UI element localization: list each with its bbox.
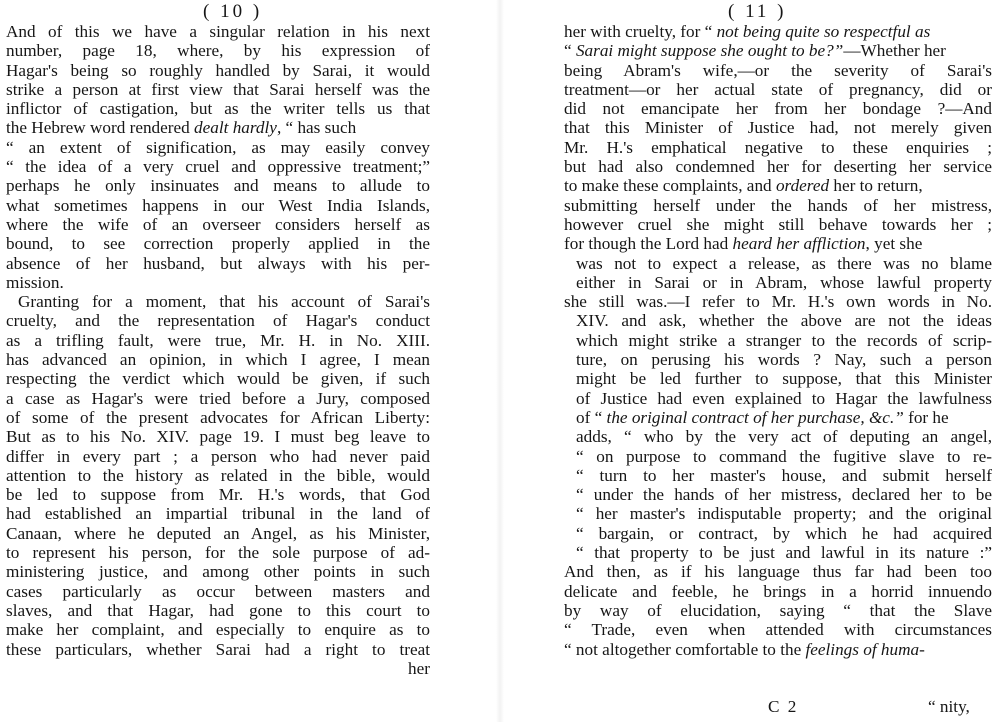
- text-line: be led to suppose from Mr. H.'s words, that God: [6, 485, 430, 505]
- text-line: however cruel she might still behave towards her ;: [564, 214, 992, 234]
- text-line: “ Trade, even when attended with circumstances: [564, 620, 992, 640]
- text-line: of some of the present advocates for African Liberty:: [6, 407, 430, 427]
- text-line: but had also condemned her for deserting her service: [564, 157, 992, 177]
- text-line: might be led further to suppose, that this Minister: [576, 369, 992, 389]
- signature-mark: C 2: [768, 697, 799, 716]
- text-line: “ under the hands of her mistress, declared her to be: [576, 485, 992, 505]
- text-line: submitting herself under the hands of her mistress,: [564, 195, 992, 215]
- text-line: [564, 640, 992, 659]
- text-line: slaves, and that Hagar, had gone to this court to: [6, 600, 430, 620]
- text-line: where the wife of an overseer considers herself as: [6, 214, 430, 234]
- text-run: , “ has such: [276, 118, 357, 138]
- left-page-text: [6, 22, 430, 678]
- text-line: [564, 176, 992, 195]
- text-line: she still was.—I refer to Mr. H.'s own words in No.: [564, 292, 992, 312]
- text-line: And then, as if his language thus far had been too: [564, 562, 992, 582]
- page-number-left: ( 10 ): [203, 1, 263, 22]
- text-run: for though the Lord had: [564, 234, 733, 254]
- text-line: treatment—or her actual state of pregnancy, did or: [564, 79, 992, 99]
- text-line: to represent his person, for the sole purpose of ad-: [6, 543, 430, 563]
- italic-run: Sarai might suppose she ought to be?”: [575, 41, 844, 61]
- text-line: “ her master's indisputable property; and the original: [576, 504, 992, 524]
- text-line: being Abram's wife,—or the severity of Sarai's: [564, 60, 992, 80]
- right-page-text: [564, 22, 992, 659]
- text-line: as a trifling fault, were true, Mr. H. in No. XIII.: [6, 330, 430, 350]
- text-line: [6, 118, 430, 137]
- text-line: Canaan, where he deputed an Angel, as his Minister,: [6, 523, 430, 543]
- italic-run: feelings of huma-: [805, 639, 925, 659]
- text-line: strike a person at first view that Sarai herself was the: [6, 79, 430, 99]
- text-line: either in Sarai or in Abram, whose lawful property: [576, 272, 992, 292]
- text-run: to make these complaints, and: [564, 176, 776, 196]
- text-run: her with cruelty, for “: [564, 22, 717, 41]
- text-line: “ an extent of signification, as may easily convey: [6, 137, 430, 157]
- text-line: these particulars, whether Sarai had a right to treat: [6, 639, 430, 659]
- text-line: cruelty, and the representation of Hagar's conduct: [6, 311, 430, 331]
- text-line: cases particularly as occur between masters and: [6, 581, 430, 601]
- text-line: adds, “ who by the very act of deputing an angel,: [576, 427, 992, 447]
- text-line: was not to expect a release, as there was no blame: [576, 253, 992, 273]
- text-line: ministering justice, and among other points in such: [6, 562, 430, 582]
- italic-run: heard her affliction: [732, 234, 866, 254]
- italic-run: the original contract of her purchase, &c.”: [606, 407, 904, 427]
- text-run: the Hebrew word rendered: [6, 118, 195, 138]
- text-line: by way of elucidation, saying “ that the Slave: [564, 600, 992, 620]
- text-run: for he: [903, 407, 949, 427]
- text-line: “ bargain, or contract, by which he had acquired: [576, 523, 992, 543]
- text-line: of Justice had even explained to Hagar the lawfulness: [576, 388, 992, 408]
- text-line: did not emancipate her from her bondage ?—And: [564, 99, 992, 119]
- text-run: her to return,: [829, 176, 923, 196]
- text-line: XIV. and ask, whether the above are not the ideas: [576, 311, 992, 331]
- text-run: of “: [576, 407, 607, 427]
- text-line: [564, 408, 992, 427]
- text-line: “ the idea of a very cruel and oppressive treatment;”: [6, 157, 430, 177]
- text-line: ture, on perusing his words ? Nay, such a person: [576, 350, 992, 370]
- text-line: delicate and feeble, he brings in a horrid innuendo: [564, 581, 992, 601]
- text-line: But as to his No. XIV. page 19. I must beg leave to: [6, 427, 430, 447]
- italic-run: not being quite so respectful as: [716, 22, 931, 41]
- catchword-right: “ nity,: [928, 697, 970, 716]
- italic-run: dealt hardly: [194, 118, 277, 138]
- text-line: [564, 234, 992, 253]
- text-line: [564, 22, 992, 41]
- text-line: “ turn to her master's house, and submit herself: [576, 465, 992, 485]
- text-run: —Whether her: [843, 41, 946, 61]
- text-line: “ on purpose to command the fugitive slave to re-: [576, 446, 992, 466]
- text-line: which might strike a stranger to the records of scrip-: [576, 330, 992, 350]
- text-line: attention to the history as related in the bible, would: [6, 465, 430, 485]
- text-line: bound, to see correction properly applied in the: [6, 234, 430, 254]
- text-line: had established an impartial tribunal in the land of: [6, 504, 430, 524]
- text-line: absence of her husband, but always with his per-: [6, 253, 430, 273]
- text-line: make her complaint, and especially to enquire as to: [6, 620, 430, 640]
- text-line: inflictor of castigation, but as the writer tells us that: [6, 99, 430, 119]
- text-line: what sometimes happens in our West India Islands,: [6, 195, 430, 215]
- page-number-right: ( 11 ): [728, 1, 787, 22]
- text-run: “ not altogether comfortable to the: [564, 639, 806, 659]
- text-line: perhaps he only insinuates and means to allude to: [6, 176, 430, 196]
- text-line: And of this we have a singular relation in his next: [6, 22, 430, 41]
- text-line: a case as Hagar's were tried before a Jury, composed: [6, 388, 430, 408]
- text-line: has advanced an opinion, in which I agree, I mean: [6, 350, 430, 370]
- text-line: [564, 41, 992, 60]
- catchword-left: her: [408, 658, 430, 678]
- text-line: number, page 18, where, by his expression of: [6, 41, 430, 61]
- text-line: differ in every part ; a person who had never paid: [6, 446, 430, 466]
- text-line: that this Minister of Justice had, not merely given: [564, 118, 992, 138]
- text-line: Mr. H.'s emphatical negative to these enquiries ;: [564, 137, 992, 157]
- text-line: “ that property to be just and lawful in its nature :”: [576, 543, 992, 563]
- text-line: Hagar's being so roughly handled by Sarai, it would: [6, 60, 430, 80]
- italic-run: ordered: [775, 176, 830, 196]
- text-line: Granting for a moment, that his account of Sarai's: [18, 292, 430, 312]
- text-run: , yet she: [865, 234, 923, 254]
- text-run: “: [564, 41, 576, 61]
- text-line: respecting the verdict which would be given, if such: [6, 369, 430, 389]
- text-line: mission.: [6, 272, 64, 292]
